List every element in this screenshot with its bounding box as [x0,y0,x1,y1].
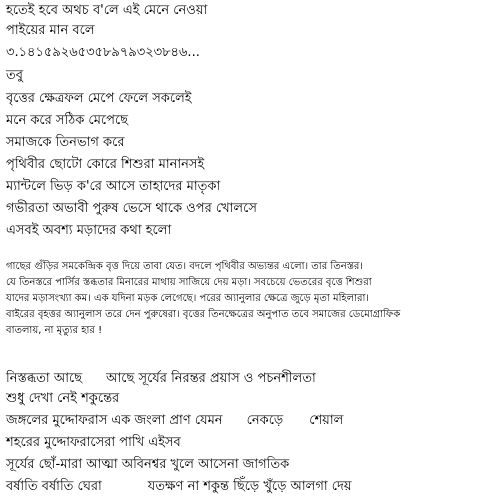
poem2-line-1a: নিস্তব্ধতা আছে [6,371,83,386]
poem2-line-3b: নেকড়ে [246,413,284,428]
poem-line-6: মনে করে সঠিক মেপেছে [6,113,129,128]
poem-line-4: তবু [6,68,23,83]
prose-line-1: গাছের গুঁড়ির সমকেন্দ্রিক বৃত্ত দিয়ে তাবা যেত। বদলে পৃথিবীর অভ্যন্তর এলো। তার তিনস্তর। [6,261,363,272]
poem2-line-6b: যতক্ষণ না শকুন্ত ছিঁড়ে খুঁড়ে আলগা দেয় [147,479,352,494]
poem2-line-1 [6,372,316,385]
poem2-line-4: শহরের মুদ্দোফরাসেরা পাখি এইসব [6,435,181,450]
poem2-line-3c: শেয়াল [309,413,344,428]
poem2-line-6 [6,480,352,493]
poem2-line-3 [6,414,343,427]
prose-line-5: বাতলায়, না মৃত্যুর হার ! [6,325,103,336]
poem2-line-3a: জঙ্গলের মুদ্দোফরাস এক জংলা প্রাণ যেমন [6,413,223,428]
poem-line-2: পাইয়ের মান বলে [6,23,95,38]
prose-line-3: যাদের মড়াসংখ্যা কম। এক যদিনা মড়ক লেগেছে। পরের অ্যানুলার ক্ষেত্রে জুড়ে মৃতা মহিলারা। [6,293,370,304]
poem2-line-2: শুধু দেখা নেই শকুন্তের [6,391,120,406]
poem-line-9: ম্যান্টলে ভিড় ক'রে আসে তাহাদের মাতৃকা [6,179,221,194]
poem-line-7: সমাজকে তিনভাগ করে [6,135,125,150]
poem-line-10: গভীরতা অভাবী পুরুষ ভেসে থাকে ওপর খোলসে [6,201,257,216]
poem-line-8: পৃথিবীর ছোটো কোরে শিশুরা মানানসই [6,157,205,172]
poem-line-11: এসবই অবশ্য মড়াদের কথা হলো [6,223,172,238]
poem-line-3: ৩.১৪১৫৯২৬৫৩৫৮৯৭৯৩২৩৮৪৬... [6,45,200,60]
prose-line-2: যে তিনস্তরে পার্সির স্তব্ধতার মিনারের মাথায় সাজিয়ে দেয় মড়া। সবচেয়ে ভেতরের বৃত্তে শিশুরা [6,277,372,288]
prose-line-4: বাইরের বৃহত্তর অ্যানুলাস তরে দেন পুরুষেরা। বৃত্তের তিনক্ষেত্রের অনুপাত তবে সমাজের ডেমোগ্রাফিক [6,309,401,320]
poem-line-1: হতেই হবে অথচ ব'লে এই মেনে নেওয়া [6,3,208,18]
poem-line-5: বৃত্তের ক্ষেত্রফল মেপে ফেলে সকলেই [6,91,192,106]
poem2-line-6a: বর্ষাতি বর্ষাতি ঘেরা [6,479,102,494]
poem2-line-1b: আছে সূর্যের নিরন্তর প্রয়াস ও পচনশীলতা [106,371,316,386]
poem2-line-5: সূর্যের ছোঁ-মারা আত্মা অবিনশ্বর খুলে আসেনা জাগতিক [6,457,290,472]
